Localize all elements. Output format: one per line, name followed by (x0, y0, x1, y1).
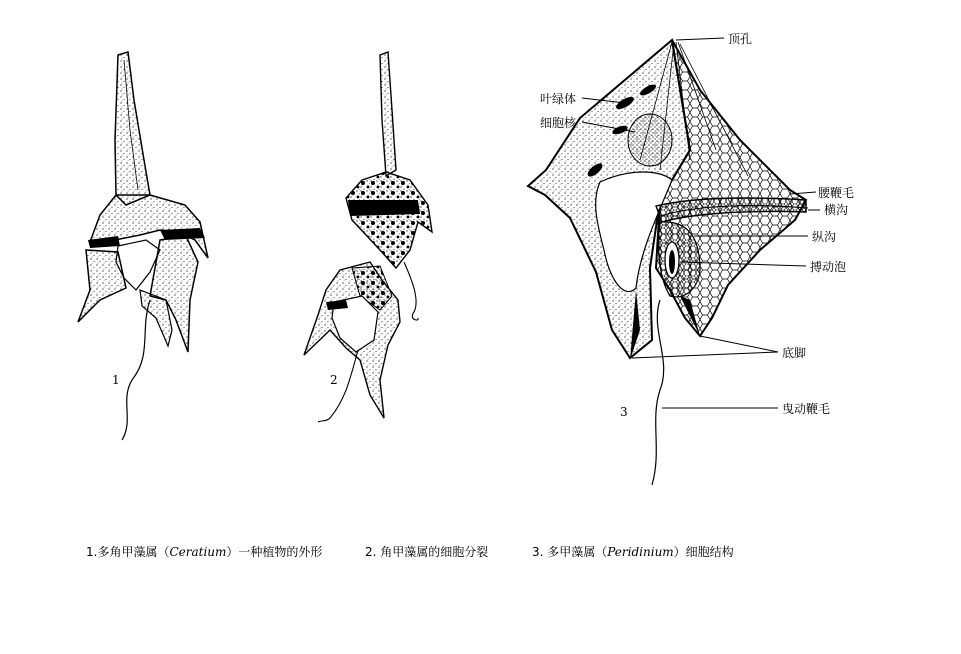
label-longitudinal-groove: 纵沟 (812, 230, 837, 244)
caption-1-latin: Ceratium (169, 545, 227, 559)
label-apical-pore: 顶孔 (728, 32, 753, 46)
caption-1-prefix: 1.多角甲藻属（ (86, 545, 170, 559)
label-antapical-spine: 底脚 (782, 346, 807, 360)
label-chloroplast: 叶绿体 (540, 92, 577, 106)
ceratium-division (304, 52, 432, 422)
caption-3-suffix: ）细胞结构 (673, 545, 734, 559)
figure-2-number: 2 (330, 373, 338, 387)
label-trailing-flagellum: 曳动鞭毛 (782, 402, 831, 416)
label-nucleus: 细胞核 (540, 116, 577, 130)
caption-part-1 (86, 543, 322, 560)
caption-3-latin: Peridinium (607, 545, 674, 559)
caption-1-suffix: ）一种植物的外形 (226, 545, 323, 559)
label-transverse-groove: 横沟 (824, 203, 849, 217)
figure-3-number: 3 (620, 405, 628, 419)
figure-1-number: 1 (112, 373, 120, 387)
peridinium-cell (528, 40, 808, 485)
caption-part-2: 2. 角甲藻属的细胞分裂 (365, 545, 489, 559)
caption-part-3 (532, 543, 734, 560)
ceratium-cell (78, 52, 208, 440)
label-transverse-flagellum: 腰鞭毛 (818, 186, 855, 200)
label-pusule: 搏动泡 (810, 260, 847, 274)
caption-3-prefix: 3. 多甲藻属（ (532, 545, 608, 559)
